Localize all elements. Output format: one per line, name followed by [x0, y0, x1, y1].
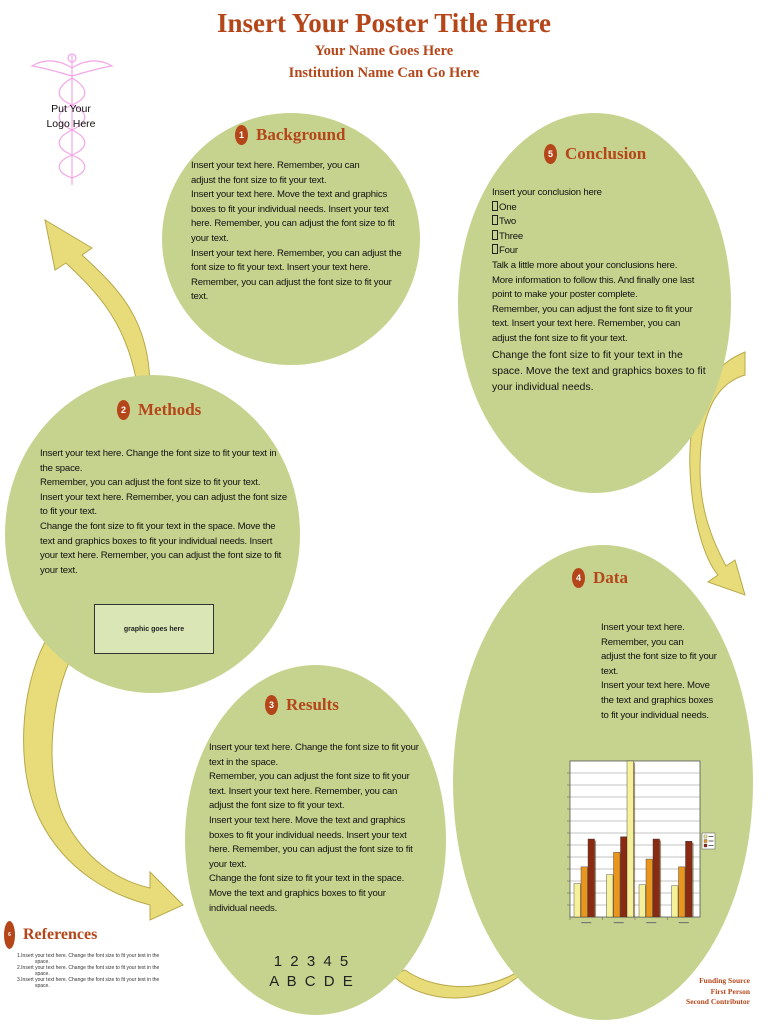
text-line: text. Insert your text here. Remember, you can [209, 785, 398, 797]
chart-legend-label [709, 845, 714, 846]
background-title: Background [256, 125, 346, 144]
reference-item: 3.Insert your text here. Change the font size to fit your text in the [17, 977, 160, 983]
results-sequence [262, 952, 362, 992]
chart-bar-side [660, 841, 662, 918]
chart-bar [588, 839, 595, 917]
methods-heading [117, 400, 201, 420]
data-bar-chart [562, 757, 720, 929]
chart-bar [653, 839, 660, 917]
conclusion-text [492, 186, 717, 395]
text-line: here. Remember, you can adjust the font size to fit [209, 844, 413, 856]
text-line: Remember, you can adjust the font size to fit your [191, 276, 392, 288]
text-line: Remember, you can adjust the font size to fit your [492, 303, 693, 315]
text-line: Insert your text here. Move the text and graphics [209, 814, 406, 826]
text-line: Change the font size to fit your text in the space. [209, 873, 405, 885]
reference-item: space. [35, 983, 50, 989]
text-line: Insert your text here. Move the text and graphics [191, 189, 388, 201]
text-line: text. [601, 665, 619, 677]
section-number-badge: 4 [572, 568, 585, 588]
text-line: your text here. Remember, you can adjust the font size to fit [40, 550, 282, 562]
first-person: First Person [710, 986, 750, 996]
chart-bar-side [634, 763, 636, 918]
text-line: Insert your text here. Move [601, 680, 710, 692]
reference-item: space. [35, 971, 50, 977]
text-line: the space. [40, 462, 83, 474]
section-number-badge: 2 [117, 400, 130, 420]
logo-placeholder [38, 102, 104, 132]
chart-bar-side [595, 841, 597, 918]
logo-line-1: Put Your [51, 103, 91, 115]
chart-x-tick-label [581, 922, 591, 923]
text-line: boxes to fit your individual needs. Insert your text [209, 829, 407, 841]
chart-legend-swatch [704, 840, 707, 843]
chart-legend-swatch [704, 844, 707, 847]
bullet-icon [492, 230, 498, 240]
chart-x-tick-label [646, 922, 656, 923]
chart-x-tick-label [614, 922, 624, 923]
text-line: the text and graphics boxes [601, 694, 713, 706]
data-text [601, 621, 736, 723]
chart-bar [639, 885, 646, 917]
chart-bar [627, 761, 634, 917]
arrow-methods-to-logo [45, 220, 150, 390]
text-line: space. Move the text and graphics boxes to fit [492, 364, 706, 377]
text-line: Insert your text here. Change the font size to fit your [209, 742, 419, 753]
author-name: Your Name Goes Here [314, 43, 454, 59]
text-line: Insert your text here. Remember, you can adjust the font size [40, 491, 287, 503]
chart-legend-swatch [704, 835, 707, 838]
chart-bar-side [692, 843, 694, 917]
list-item: Three [492, 230, 717, 245]
conclusion-heading [544, 144, 646, 164]
text-line: Insert your text here. Remember, you can [191, 160, 360, 171]
chart-bar [607, 875, 614, 917]
graphic-placeholder: graphic goes here [94, 604, 214, 654]
text-line: More information to follow this. And finally one last [492, 274, 695, 286]
text-line: adjust the font size to fit your text. [492, 332, 628, 344]
text-line: Change the font size to fit your text in the space. Move the [40, 520, 276, 532]
text-line: text. [191, 291, 209, 303]
methods-title: Methods [138, 400, 202, 419]
background-heading [235, 125, 345, 145]
text-line: your text. [191, 232, 229, 244]
text-line: adjust the font size to fit your text. [191, 174, 327, 186]
data-heading [572, 568, 628, 588]
chart-bar [679, 867, 686, 917]
list-item: Four [492, 244, 717, 259]
text-line: text. Insert your text here. Remember, you can [492, 318, 681, 330]
text-line: your text. [209, 858, 247, 870]
chart-bar [621, 837, 628, 917]
section-number-badge: 1 [235, 125, 248, 145]
list-item: One [492, 201, 717, 216]
text-line: Insert your conclusion here [492, 187, 602, 198]
methods-text [40, 447, 295, 578]
bullet-icon [492, 244, 498, 254]
results-heading [265, 695, 339, 715]
reference-item: 2.Insert your text here. Change the font size to fit your text in the [17, 965, 160, 971]
text-line: adjust the font size to fit your [601, 651, 717, 663]
list-item: Two [492, 215, 717, 230]
text-line: point to make your poster complete. [492, 289, 638, 301]
text-line: Remember, you can adjust the font size to fit your text. [40, 477, 261, 489]
references-title: References [23, 926, 98, 943]
text-line: boxes to fit your individual needs. Insert your text [191, 203, 389, 215]
text-line: to fit your individual needs. [601, 709, 709, 721]
text-line: Insert your text here. Change the font size to fit your text in [40, 448, 277, 459]
text-line: text and graphics boxes to fit your individual needs. Insert [40, 535, 273, 547]
results-title: Results [286, 695, 339, 714]
text-line: Remember, you can [601, 636, 684, 648]
section-number-badge: 3 [265, 695, 278, 715]
section-number-badge: 6 [4, 921, 15, 949]
text-line: font size to fit your text. Insert your text here. [191, 262, 371, 274]
bullet-icon [492, 215, 498, 225]
text-line: here. Remember, you can adjust the font size to fit [191, 218, 395, 230]
reference-item: 1.Insert your text here. Change the font size to fit your text in the [17, 953, 160, 959]
chart-bar [614, 852, 621, 917]
funding-source: Funding Source [699, 976, 750, 985]
chart-x-tick-label [679, 922, 689, 923]
second-contributor: Second Contributor [686, 997, 750, 1006]
conclusion-title: Conclusion [565, 144, 647, 163]
funding-credits [686, 976, 750, 1008]
references-heading [4, 921, 97, 949]
text-line: your individual needs. [492, 380, 594, 393]
text-line: adjust the font size to fit your text. [209, 800, 345, 812]
text-line: your text. [40, 564, 78, 576]
letters-line: A B C D E [269, 973, 355, 990]
text-line: Talk a little more about your conclusions here. [492, 259, 678, 271]
chart-bar [672, 886, 679, 917]
poster-title: Insert Your Poster Title Here [217, 8, 551, 38]
references-list [17, 953, 177, 989]
chart-legend-label [709, 836, 714, 837]
data-title: Data [593, 568, 628, 587]
chart-bar [581, 867, 588, 917]
numbers-line: 1 2 3 4 5 [273, 953, 351, 970]
bullet-icon [492, 201, 498, 211]
institution-name: Institution Name Can Go Here [288, 65, 480, 81]
text-line: Remember, you can adjust the font size to fit your [209, 771, 410, 783]
section-number-badge: 5 [544, 144, 557, 164]
chart-bar [646, 859, 653, 917]
chart-legend-label [709, 841, 714, 842]
text-line: to fit your text. [40, 506, 97, 518]
text-line: Insert your text here. Remember, you can adjust the [191, 247, 402, 259]
logo-line-2: Logo Here [46, 118, 96, 130]
results-text [209, 741, 434, 916]
text-line: Insert your text here. [601, 622, 685, 633]
text-line: individual needs. [209, 902, 278, 914]
reference-item: space. [35, 959, 50, 965]
text-line: Move the text and graphics boxes to fit your [209, 887, 386, 899]
chart-bar [686, 841, 693, 917]
text-line: text in the space. [209, 756, 278, 768]
chart-bar [574, 884, 581, 917]
text-line: Change the font size to fit your text in the [492, 348, 683, 361]
background-text [191, 159, 416, 305]
